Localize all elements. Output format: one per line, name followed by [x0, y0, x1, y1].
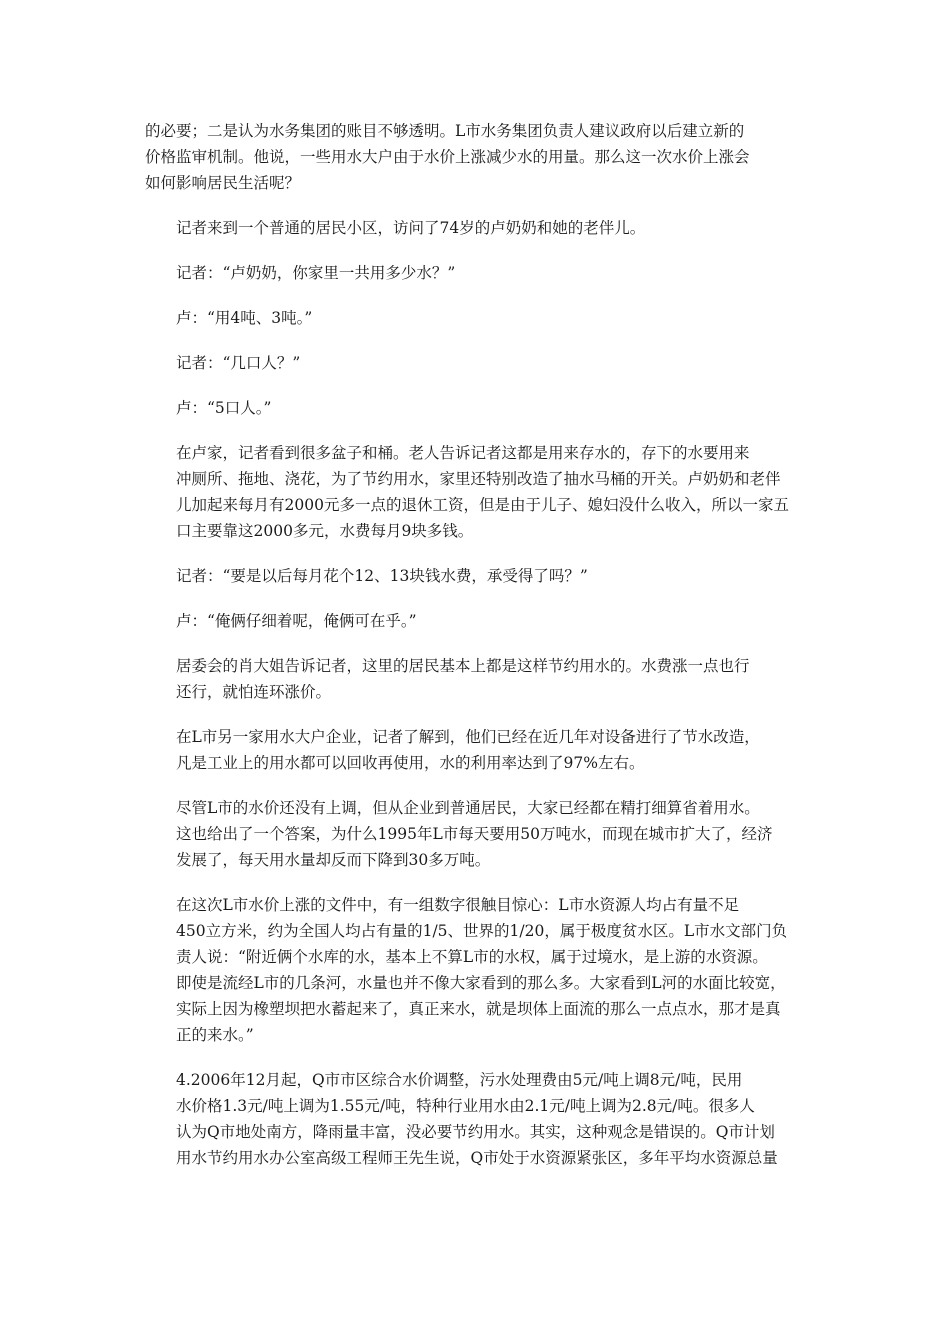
paragraph — [145, 608, 810, 634]
paragraph — [145, 215, 810, 241]
text-line: 尽管L市的水价还没有上调，但从企业到普通居民，大家已经都在精打细算省着用水。 — [176, 799, 760, 817]
text-line: 在L市另一家用水大户企业，记者了解到，他们已经在近几年对设备进行了节水改造， — [176, 728, 760, 746]
text-line: 认为Q市地处南方，降雨量丰富，没必要节约用水。其实，这种观念是错误的。Q市计划 — [176, 1123, 775, 1141]
text-line: 价格监审机制。他说，一些用水大户由于水价上涨减少水的用量。那么这一次水价上涨会 — [145, 148, 750, 166]
paragraph — [145, 795, 810, 873]
text-line: 卢：“5口人。” — [176, 399, 272, 417]
text-line: 口主要靠这2000多元，水费每月9块多钱。 — [176, 522, 474, 540]
text-line: 即使是流经L市的几条河，水量也并不像大家看到的那么多。大家看到L河的水面比较宽， — [176, 974, 786, 992]
text-line: 责人说：“附近俩个水库的水，基本上不算L市的水权，属于过境水，是上游的水资源。 — [176, 948, 768, 966]
text-line: 凡是工业上的用水都可以回收再使用，水的利用率达到了97%左右。 — [176, 754, 645, 772]
text-line: 记者来到一个普通的居民小区，访问了74岁的卢奶奶和她的老伴儿。 — [176, 219, 646, 237]
paragraph — [145, 563, 810, 589]
text-line: 如何影响居民生活呢？ — [145, 174, 301, 192]
text-line: 冲厕所、拖地、浇花，为了节约用水，家里还特别改造了抽水马桶的开关。卢奶奶和老伴 — [176, 470, 781, 488]
text-line: 记者：“要是以后每月花个12、13块钱水费，承受得了吗？” — [176, 567, 588, 585]
text-line: 4.2006年12月起，Q市市区综合水价调整，污水处理费由5元/吨上调8元/吨，民用 — [176, 1071, 743, 1089]
paragraph — [145, 1067, 810, 1171]
text-line: 发展了，每天用水量却反而下降到30多万吨。 — [176, 851, 491, 869]
text-line: 居委会的肖大姐告诉记者，这里的居民基本上都是这样节约用水的。水费涨一点也行 — [176, 657, 750, 675]
text-line: 在卢家，记者看到很多盆子和桶。老人告诉记者这都是用来存水的，存下的水要用来 — [176, 444, 750, 462]
text-line: 记者：“几口人？” — [176, 354, 301, 372]
paragraph — [145, 260, 810, 286]
document-page — [145, 118, 810, 1190]
paragraph — [145, 395, 810, 421]
text-line: 450立方米，约为全国人均占有量的1/5、世界的1/20，属于极度贫水区。L市水文部门负 — [176, 922, 788, 940]
paragraph — [145, 118, 810, 196]
text-line: 卢：“用4吨、3吨。” — [176, 309, 313, 327]
text-line: 记者：“卢奶奶，你家里一共用多少水？” — [176, 264, 456, 282]
paragraph — [145, 892, 810, 1048]
paragraph — [145, 440, 810, 544]
paragraph — [145, 350, 810, 376]
text-line: 儿加起来每月有2000元多一点的退休工资，但是由于儿子、媳妇没什么收入，所以一家五 — [176, 496, 789, 514]
text-line: 水价格1.3元/吨上调为1.55元/吨，特种行业用水由2.1元/吨上调为2.8元/吨。很多人 — [176, 1097, 755, 1115]
text-line: 实际上因为橡塑坝把水蓄起来了，真正来水，就是坝体上面流的那么一点点水，那才是真 — [176, 1000, 781, 1018]
paragraph — [145, 653, 810, 705]
text-line: 的必要；二是认为水务集团的账目不够透明。L市水务集团负责人建议政府以后建立新的 — [145, 122, 745, 140]
paragraph — [145, 724, 810, 776]
text-line: 卢：“俺俩仔细着呢，俺俩可在乎。” — [176, 612, 417, 630]
text-line: 还行，就怕连环涨价。 — [176, 683, 332, 701]
paragraph — [145, 305, 810, 331]
text-line: 这也给出了一个答案，为什么1995年L市每天要用50万吨水，而现在城市扩大了，经济 — [176, 825, 773, 843]
text-line: 正的来水。” — [176, 1026, 254, 1044]
text-line: 用水节约用水办公室高级工程师王先生说，Q市处于水资源紧张区，多年平均水资源总量 — [176, 1149, 778, 1167]
document-body — [145, 118, 810, 1171]
text-line: 在这次L市水价上涨的文件中，有一组数字很触目惊心：L市水资源人均占有量不足 — [176, 896, 740, 914]
